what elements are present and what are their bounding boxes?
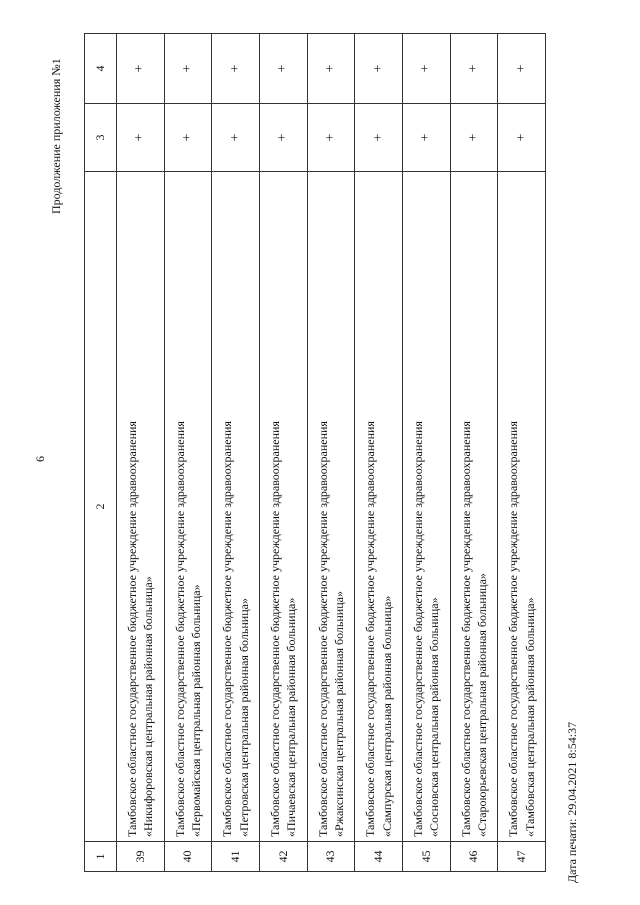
plus-mark-col3: + [355, 104, 403, 172]
table-row [498, 34, 546, 872]
page-number: 6 [33, 456, 47, 462]
table-header-row [85, 34, 117, 872]
row-number: 45 [402, 842, 450, 872]
institution-name-line2: «Никифоровская центральная районная больница» [141, 576, 156, 837]
plus-mark-col4: + [117, 34, 165, 104]
plus-mark-col4: + [164, 34, 212, 104]
plus-mark-col4: + [402, 34, 450, 104]
plus-mark-col4: + [498, 34, 546, 104]
institution-name [259, 172, 307, 842]
plus-mark-col4: + [355, 34, 403, 104]
institution-name-line2: «Староюрьевская центральная районная больница» [474, 573, 489, 837]
plus-mark-col3: + [450, 104, 498, 172]
institution-name-line2: «Ржаксинская центральная районная больница» [331, 591, 346, 837]
table-row [355, 34, 403, 872]
institution-name-line2: «Сампурская центральная районная больница» [379, 595, 394, 837]
header-cell: 1 [85, 842, 117, 872]
institution-name [498, 172, 546, 842]
institution-name-line1: Тамбовское областное государственное бюджетное учреждение здравоохранения [268, 421, 283, 837]
institution-name-line1: Тамбовское областное государственное бюджетное учреждение здравоохранения [125, 421, 140, 837]
row-number: 39 [117, 842, 165, 872]
row-number: 46 [450, 842, 498, 872]
institution-name [402, 172, 450, 842]
table-row [212, 34, 260, 872]
institution-name [355, 172, 403, 842]
institution-name-line1: Тамбовское областное государственное бюджетное учреждение здравоохранения [315, 421, 330, 837]
plus-mark-col3: + [259, 104, 307, 172]
plus-mark-col3: + [498, 104, 546, 172]
row-number: 41 [212, 842, 260, 872]
hospital-table [84, 34, 546, 872]
header-cell: 3 [85, 104, 117, 172]
row-number: 42 [259, 842, 307, 872]
table-row [164, 34, 212, 872]
institution-name [212, 172, 260, 842]
table-row [117, 34, 165, 872]
plus-mark-col4: + [450, 34, 498, 104]
plus-mark-col4: + [307, 34, 355, 104]
institution-name-line1: Тамбовское областное государственное бюджетное учреждение здравоохранения [172, 421, 187, 837]
institution-name-line2: «Пичаевская центральная районная больница» [284, 597, 299, 837]
plus-mark-col4: + [212, 34, 260, 104]
plus-mark-col3: + [402, 104, 450, 172]
row-number: 47 [498, 842, 546, 872]
plus-mark-col3: + [307, 104, 355, 172]
table-row [307, 34, 355, 872]
plus-mark-col3: + [212, 104, 260, 172]
table-row [450, 34, 498, 872]
table-row [402, 34, 450, 872]
table [84, 33, 546, 872]
institution-name-line1: Тамбовское областное государственное бюджетное учреждение здравоохранения [506, 421, 521, 837]
header-cell: 4 [85, 34, 117, 104]
row-number: 40 [164, 842, 212, 872]
plus-mark-col3: + [164, 104, 212, 172]
header-cell: 2 [85, 172, 117, 842]
institution-name-line1: Тамбовское областное государственное бюджетное учреждение здравоохранения [411, 421, 426, 837]
institution-name-line2: «Сосновская центральная районная больница» [427, 597, 442, 837]
institution-name-line2: «Первомайская центральная районная больница» [188, 584, 203, 837]
institution-name-line1: Тамбовское областное государственное бюджетное учреждение здравоохранения [220, 421, 235, 837]
appendix-note: Продолжение приложения №1 [49, 58, 63, 214]
institution-name [450, 172, 498, 842]
institution-name [164, 172, 212, 842]
row-number: 43 [307, 842, 355, 872]
table-row [259, 34, 307, 872]
print-date: Дата печати: 29.04.2021 8:54:37 [565, 721, 579, 883]
institution-name [117, 172, 165, 842]
institution-name-line1: Тамбовское областное государственное бюджетное учреждение здравоохранения [458, 421, 473, 837]
plus-mark-col3: + [117, 104, 165, 172]
institution-name-line2: «Петровская центральная районная больница» [236, 598, 251, 837]
institution-name [307, 172, 355, 842]
row-number: 44 [355, 842, 403, 872]
plus-mark-col4: + [259, 34, 307, 104]
institution-name-line2: «Тамбовская центральная районная больница» [522, 597, 537, 837]
institution-name-line1: Тамбовское областное государственное бюджетное учреждение здравоохранения [363, 421, 378, 837]
